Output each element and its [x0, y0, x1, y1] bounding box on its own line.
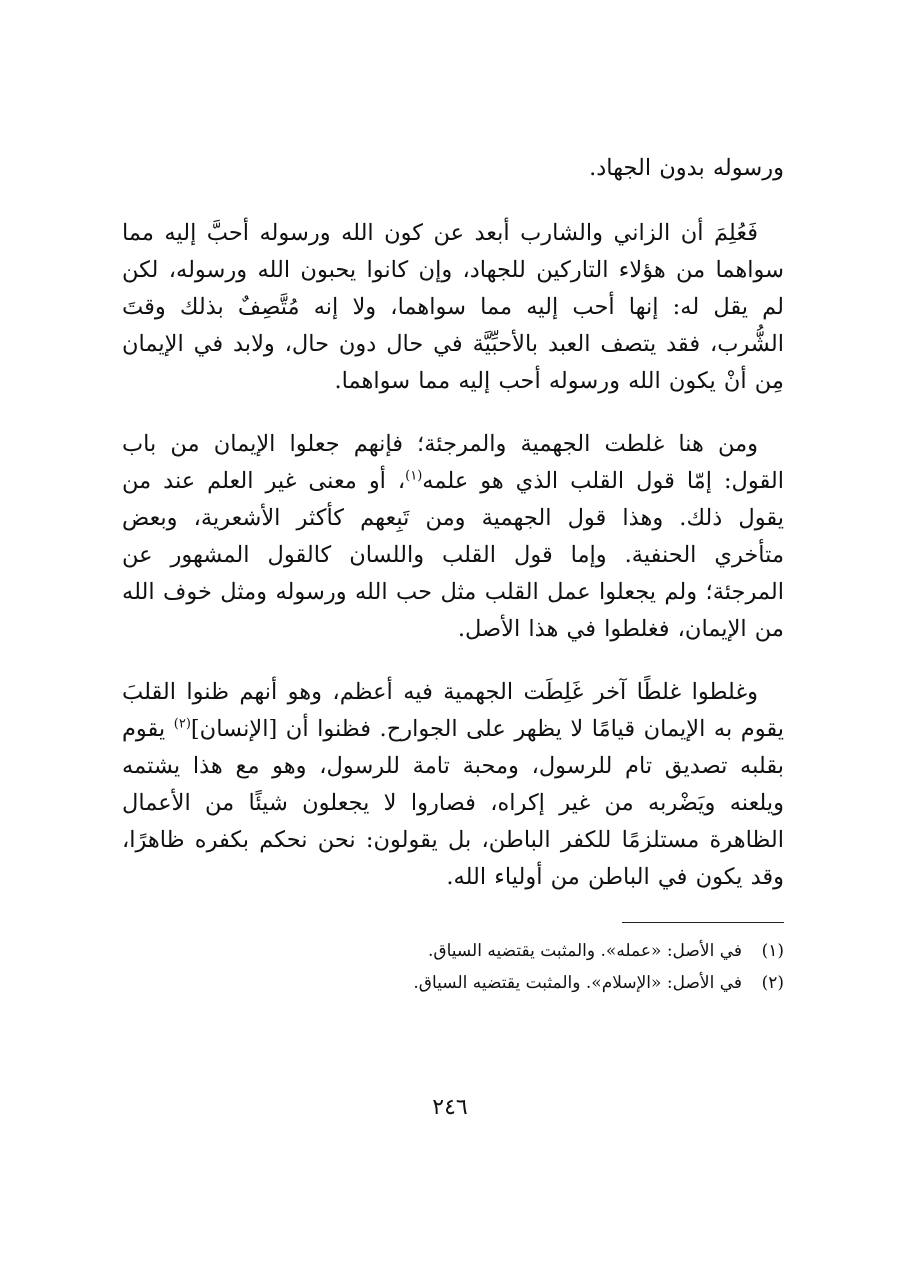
- paragraph-4-text-a: وغلطوا غلطًا آخر غَلِطَت الجهمية فيه أعظم، وهو أنهم ظنوا القلبَ يقوم به الإيمان قيامًا لا يظهر على الجوارح. فظنوا أن [الإنسان]: [122, 679, 784, 742]
- footnote-text: في الأصل: «الإسلام». والمثبت يقتضيه السياق.: [413, 973, 742, 993]
- footnote-ref-2[interactable]: (٢): [173, 716, 191, 732]
- page-number: ٢٤٦: [432, 1095, 468, 1120]
- footnote-number: (١): [761, 941, 784, 961]
- paragraph-3: [122, 426, 784, 648]
- footnote-2: [122, 967, 784, 999]
- footnote-1: [122, 935, 784, 967]
- footnote-text: في الأصل: «عمله». والمثبت يقتضيه السياق.: [427, 941, 742, 961]
- paragraph-3-text-a: ومن هنا غلطت الجهمية والمرجئة؛ فإنهم جعلوا الإيمان من باب القول: إمّا قول القلب الذي هو علمه: [122, 431, 784, 494]
- paragraph-3-text-b: ، أو معنى غير العلم عند من يقول ذلك. وهذا قول الجهمية ومن تَبِعهم كأكثر الأشعرية، وبعض متأخري الحنفية. وإما قول القلب واللسان كالقول المشهور عن المرجئة؛ ولم يجعلوا عمل القلب مثل حب الله ورسوله ومثل خوف الله من الإيمان، فغلطوا في هذا الأصل.: [122, 468, 784, 642]
- paragraph-4-text-b: يقوم بقلبه تصديق تام للرسول، ومحبة تامة للرسول، وهو مع هذا يشتمه ويلعنه ويَضْربه من غير إكراه، فصاروا لا يجعلون شيئًا من الأعمال الظاهرة مستلزمًا للكفر الباطن، بل يقولون: نحن نحكم بكفره ظاهرًا، وقد يكون في الباطن من أولياء الله.: [122, 716, 784, 890]
- footnote-ref-1[interactable]: (١): [405, 468, 423, 484]
- footnote-divider: [622, 922, 784, 923]
- paragraph-2: فَعُلِمَ أن الزاني والشارب أبعد عن كون الله ورسوله أحبَّ إليه مما سواهما من هؤلاء التاركين للجهاد، وإن كانوا يحبون الله ورسوله، لكن لم يقل له: إنها أحب إليه مما سواهما، ولا إنه مُتَّصِفٌ بذلك وقتَ الشُّرب، فقد يتصف العبد بالأحبِّيَّة في حال دون حال، ولابد في الإيمان مِن أنْ يكون الله ورسوله أحب إليه مما سواهما.: [122, 220, 784, 394]
- footnote-number: (٢): [761, 973, 784, 993]
- page-body: [122, 150, 784, 999]
- paragraph-4: [122, 674, 784, 896]
- paragraph-1: ورسوله بدون الجهاد.: [589, 155, 784, 181]
